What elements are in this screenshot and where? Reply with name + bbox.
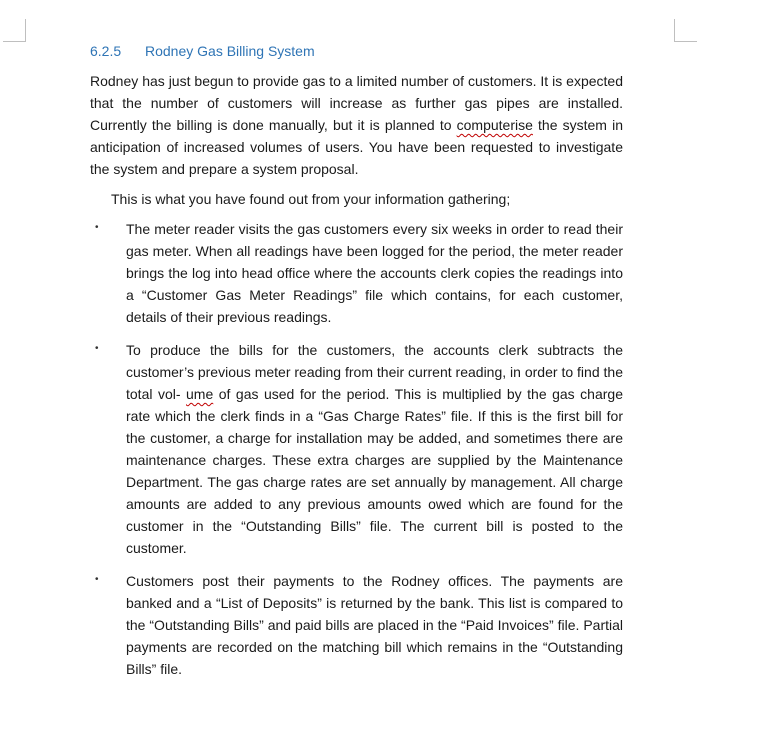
list-item [90, 339, 623, 559]
body-paragraph [90, 70, 623, 180]
document-page [90, 40, 623, 691]
section-number: 6.2.5 [90, 43, 122, 59]
list-item-text [126, 339, 623, 559]
paragraph-text: Rodney has just begun to provide gas to a limited number of customers. It is expected that the number of customers will increase as further gas pipes are installed. Currently the billing is done manually, but it is planned to [90, 73, 623, 133]
list-item [90, 218, 623, 328]
bullet-icon: • [95, 222, 99, 233]
bullet-list [90, 218, 623, 680]
spelling-flagged-word[interactable]: computerise [456, 117, 533, 133]
crop-mark-top-right [674, 19, 697, 42]
paragraph-text: the system in anticipation of increased volumes of users. You have been requested to investigate the system and prepare a system proposal. [90, 117, 623, 177]
section-title: Rodney Gas Billing System [145, 43, 315, 59]
spelling-flagged-word[interactable]: ume [186, 386, 214, 402]
list-item-text-part: To produce the bills for the customers, the accounts clerk subtracts the customer’s previous meter reading from their current reading, in order to find the total vol- [126, 342, 623, 402]
bullet-icon: • [95, 574, 99, 585]
list-item-text: Customers post their payments to the Rodney offices. The payments are banked and a “List of Deposits” is returned by the bank. This list is compared to the “Outstanding Bills” and paid bills are placed in the “Paid Invoices” file. Partial payments are recorded on the matching bill which remains in the “Outstanding Bills” file. [126, 573, 623, 677]
section-heading [90, 40, 623, 62]
list-item-text: The meter reader visits the gas customers every six weeks in order to read their gas meter. When all readings have been logged for the period, the meter reader brings the log into head office where the accounts clerk copies the readings into a “Customer Gas Meter Readings” file which contains, for each customer, details of their previous readings. [126, 221, 623, 325]
list-item [90, 570, 623, 680]
list-item-text-part: of gas used for the period. This is multiplied by the gas charge rate which the clerk finds in a “Gas Charge Rates” file. If this is the first bill for the customer, a charge for installation may be added, and sometimes there are maintenance charges. These extra charges are supplied by the Maintenance Department. The gas charge rates are set annually by management. All charge amounts are added to any previous amounts owed which are found for the customer in the “Outstanding Bills” file. The current bill is posted to the customer. [126, 386, 623, 556]
crop-mark-top-left [3, 19, 26, 42]
intro-line: This is what you have found out from your information gathering; [111, 191, 511, 207]
bullet-icon: • [95, 343, 99, 354]
